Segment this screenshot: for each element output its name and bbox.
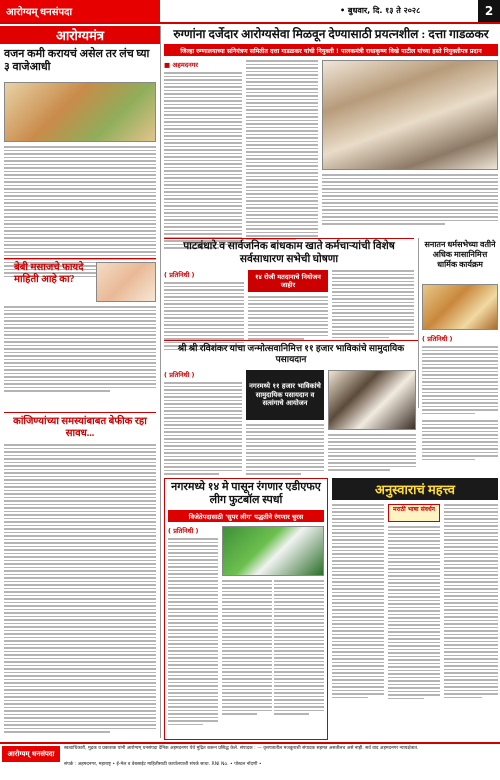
page-number: 2 bbox=[478, 0, 500, 22]
ravishankar-byline: ( प्रतिनिधी ) bbox=[164, 371, 195, 379]
football-col2 bbox=[222, 580, 272, 715]
divider bbox=[164, 340, 418, 341]
dharmik-headline: सनातन धर्मसभेच्या वतीने अधिक मासानिमित्त धार्मिक कार्यक्रम bbox=[424, 240, 496, 269]
top-article-place: ■ अहमदनगर bbox=[164, 61, 199, 69]
issue-date: • बुधवार, दि. १३ ते २०२८ bbox=[340, 6, 421, 15]
ravishankar-headline: श्री श्री रविशंकर यांचा जन्मोत्सवानिमित्त ११ हजार भाविकांचे सामुदायिक पसायदान bbox=[177, 343, 405, 364]
top-article-col1 bbox=[164, 60, 242, 249]
dharmik-byline: ( प्रतिनिधी ) bbox=[422, 335, 453, 343]
anuswar-col1 bbox=[332, 504, 384, 698]
top-article-banner: जिल्हा रुग्णालयाच्या सनियंत्रण समितीत दत्ता गाडळकर यांची नियुक्ती ! पालकमंत्री राधाकृष्ण विखे पाटील यांच्या हस्ते नियुक्तीपत्र प्रदान bbox=[164, 44, 498, 56]
construction-col1 bbox=[164, 270, 244, 350]
top-article-headline: रुग्णांना दर्जेदार आरोग्यसेवा मिळवून देण्यासाठी प्रयत्नशील : दत्ता गाडळकर bbox=[173, 27, 489, 41]
dharmik-body bbox=[422, 334, 498, 414]
column-divider bbox=[418, 238, 419, 408]
baby-massage-headline: बेबी मसाजचे फायदे माहिती आहे का? bbox=[14, 262, 84, 285]
football-col1 bbox=[168, 526, 218, 725]
footer-imprint-line1: स्वत्वाधिकारी, मुद्रक व प्रकाशक यांनी आरोग्यम् धनसंपदा दैनिक अहमदनगर येथे मुद्रित करून प्रसिद्ध केले. संपादक : — वृत्तपत्रातील मजकुराशी संपादक सहमत असतीलच असे नाही. सर्व वाद अहमदनगर न्यायक्षेत्रात. bbox=[64, 746, 419, 751]
ravishankar-col1 bbox=[164, 370, 242, 475]
brand-logo: आरोग्यम् धनसंपदा bbox=[0, 0, 160, 22]
anuswar-col3 bbox=[444, 504, 498, 698]
anuswar-col2 bbox=[388, 526, 440, 699]
dharmik-photo bbox=[422, 284, 498, 330]
baby-photo bbox=[96, 262, 156, 302]
football-headline: नगरमध्ये १४ मे पासून रंगणार एडीएफए लीग फुटबॉल स्पर्धा bbox=[171, 481, 321, 506]
footer-imprint-line2: संपर्क : अहमदनगर, महाराष्ट्र • ई-मेल व वेबसाईट माहितीसाठी कार्यालयाशी संपर्क साधा. RNI No. • पोस्टल नोंदणी • bbox=[64, 762, 262, 767]
top-article-col2 bbox=[246, 60, 318, 240]
food-photo bbox=[4, 82, 156, 142]
left-article-headline: वजन कमी करायचं असेल तर लंच घ्या ३ वाजेआधी bbox=[4, 48, 150, 73]
construction-byline: ( प्रतिनिधी ) bbox=[164, 271, 195, 279]
column-divider bbox=[160, 26, 161, 738]
construction-headline: पाटबंधारे व सार्वजनिक बांधकाम खाते कर्मचाऱ्यांची विशेष सर्वसाधारण सभेची घोषणा bbox=[183, 241, 395, 265]
football-subbanner: विजेतेपदासाठी 'सुपर लीग' पद्धतीने रंगणार चुरस bbox=[168, 510, 324, 522]
ravishankar-photo bbox=[328, 370, 416, 430]
ravishankar-col3 bbox=[328, 434, 416, 471]
ravishankar-box: नगरमध्ये ११ हजार भाविकांचे सामुदायिक पसायदान व सत्संगाचे आयोजन bbox=[246, 370, 324, 420]
top-article-col3 bbox=[322, 174, 498, 225]
kanji-headline: कांजिण्यांच्या समस्यांबाबत बेफीक रहा सावध... bbox=[13, 416, 147, 439]
football-photo bbox=[222, 526, 324, 576]
football-byline: ( प्रतिनिधी ) bbox=[168, 527, 199, 535]
football-col3 bbox=[274, 580, 324, 715]
ravishankar-col2 bbox=[246, 424, 324, 475]
divider bbox=[164, 238, 414, 239]
construction-col2 bbox=[248, 296, 328, 340]
dharmik-continued bbox=[422, 420, 498, 460]
divider bbox=[4, 412, 156, 413]
anuswar-badge: मराठी भाषा संवर्धन bbox=[388, 504, 440, 522]
construction-sidebar-box: १४ रोजी मतदानाचे नियोजन जाहीर bbox=[248, 270, 328, 292]
section-title: आरोग्यमंत्र bbox=[0, 26, 160, 44]
divider bbox=[4, 258, 156, 259]
footer-logo: आरोग्यम् धनसंपदा bbox=[2, 746, 60, 762]
anuswar-headline: अनुस्वाराचं महत्त्व bbox=[375, 482, 455, 497]
top-article-photo bbox=[322, 60, 498, 170]
baby-article-body bbox=[4, 306, 156, 392]
kanji-article-body bbox=[4, 444, 156, 733]
construction-col3 bbox=[332, 270, 414, 338]
